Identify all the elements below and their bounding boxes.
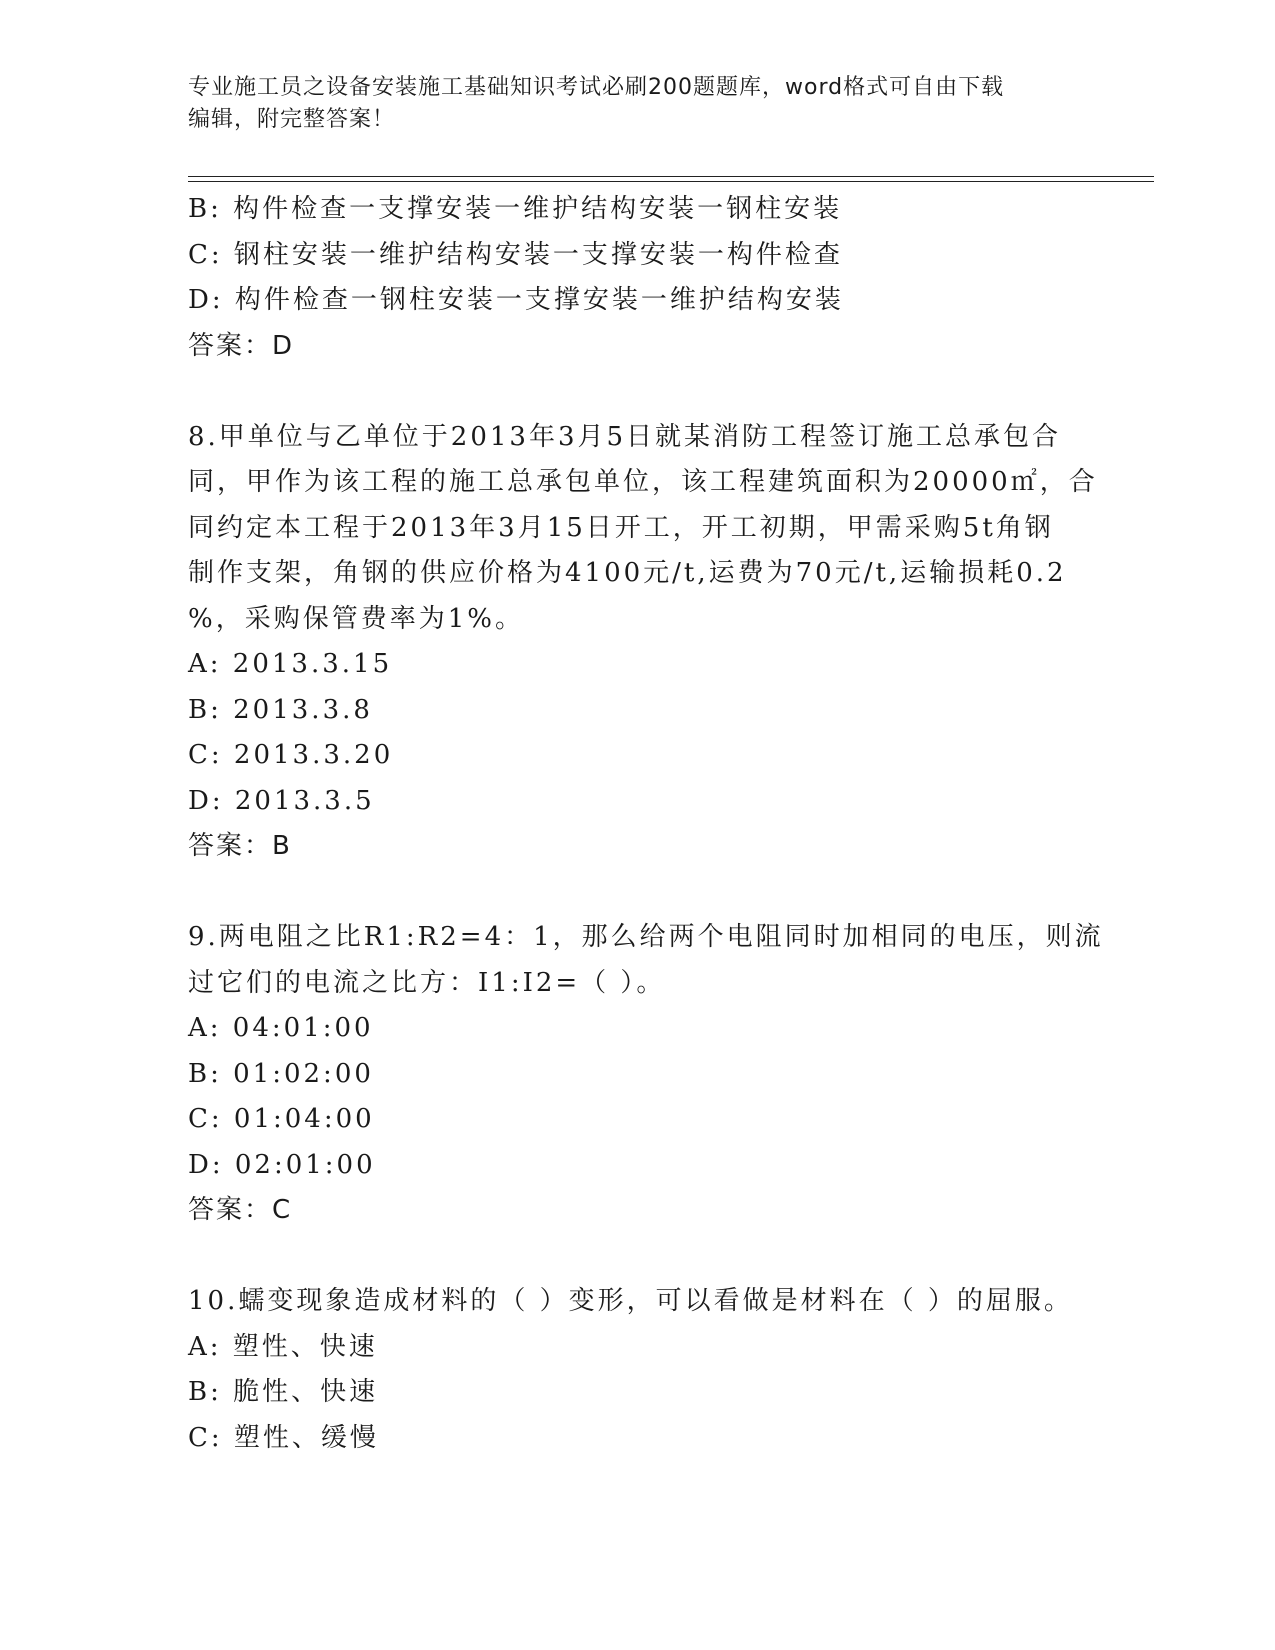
document-body [188, 187, 1104, 1461]
option-c: C: 2013.3.20 [188, 740, 394, 770]
option-c: C: 钢柱安装一维护结构安装一支撑安装一构件检查 [188, 239, 843, 270]
answer: 答案：B [188, 831, 292, 861]
question-10 [188, 1279, 1088, 1461]
option-d: D: 02:01:00 [188, 1149, 376, 1180]
option-d: D: 构件检查一钢柱安装一支撑安装一维护结构安装 [188, 285, 844, 315]
option-b: B: 2013.3.8 [188, 694, 373, 725]
question-stem-line: 过它们的电流之比方：I1:I2=（ ）。 [188, 967, 666, 998]
question-stem-line: %，采购保管费率为1%。 [188, 603, 524, 634]
header-line-2: 编辑，附完整答案！ [188, 107, 396, 132]
option-a: A: 2013.3.15 [188, 649, 393, 679]
question-7 [188, 187, 1088, 369]
answer: 答案：C [188, 1195, 293, 1225]
answer: 答案：D [188, 330, 295, 361]
option-b: B: 01:02:00 [188, 1058, 374, 1089]
spacer [188, 369, 1088, 415]
option-c: C: 塑性、缓慢 [188, 1422, 379, 1453]
question-9 [188, 915, 1104, 1234]
spacer [188, 1234, 1088, 1280]
question-8 [188, 415, 1098, 870]
question-stem-line: 9.两电阻之比R1:R2=4：1，那么给两个电阻同时加相同的电压，则流 [188, 922, 1104, 952]
question-stem-line: 同约定本工程于2013年3月15日开工，开工初期，甲需采购5t角钢 [188, 512, 1054, 543]
option-b: B: 脆性、快速 [188, 1377, 379, 1407]
question-stem-line: 同，甲作为该工程的施工总承包单位，该工程建筑面积为20000㎡，合 [188, 467, 1098, 497]
header-line-1: 专业施工员之设备安装施工基础知识考试必刷200题题库，word格式可自由下载 [188, 75, 1005, 100]
option-b: B: 构件检查一支撑安装一维护结构安装一钢柱安装 [188, 194, 843, 224]
question-stem-line: 制作支架，角钢的供应价格为4100元/t,运费为70元/t,运输损耗0.2 [188, 558, 1067, 588]
option-c: C: 01:04:00 [188, 1104, 375, 1134]
question-stem-line: 10.蠕变现象造成材料的（ ）变形，可以看做是材料在（ ）的屈服。 [188, 1286, 1073, 1316]
header-divider-bottom [188, 181, 1154, 182]
option-a: A: 塑性、快速 [188, 1331, 378, 1362]
option-a: A: 04:01:00 [188, 1013, 374, 1043]
document-header [188, 72, 1088, 136]
spacer [188, 870, 1088, 916]
question-stem-line: 8.甲单位与乙单位于2013年3月5日就某消防工程签订施工总承包合 [188, 421, 1062, 452]
header-divider-top [188, 176, 1154, 177]
option-d: D: 2013.3.5 [188, 785, 375, 816]
